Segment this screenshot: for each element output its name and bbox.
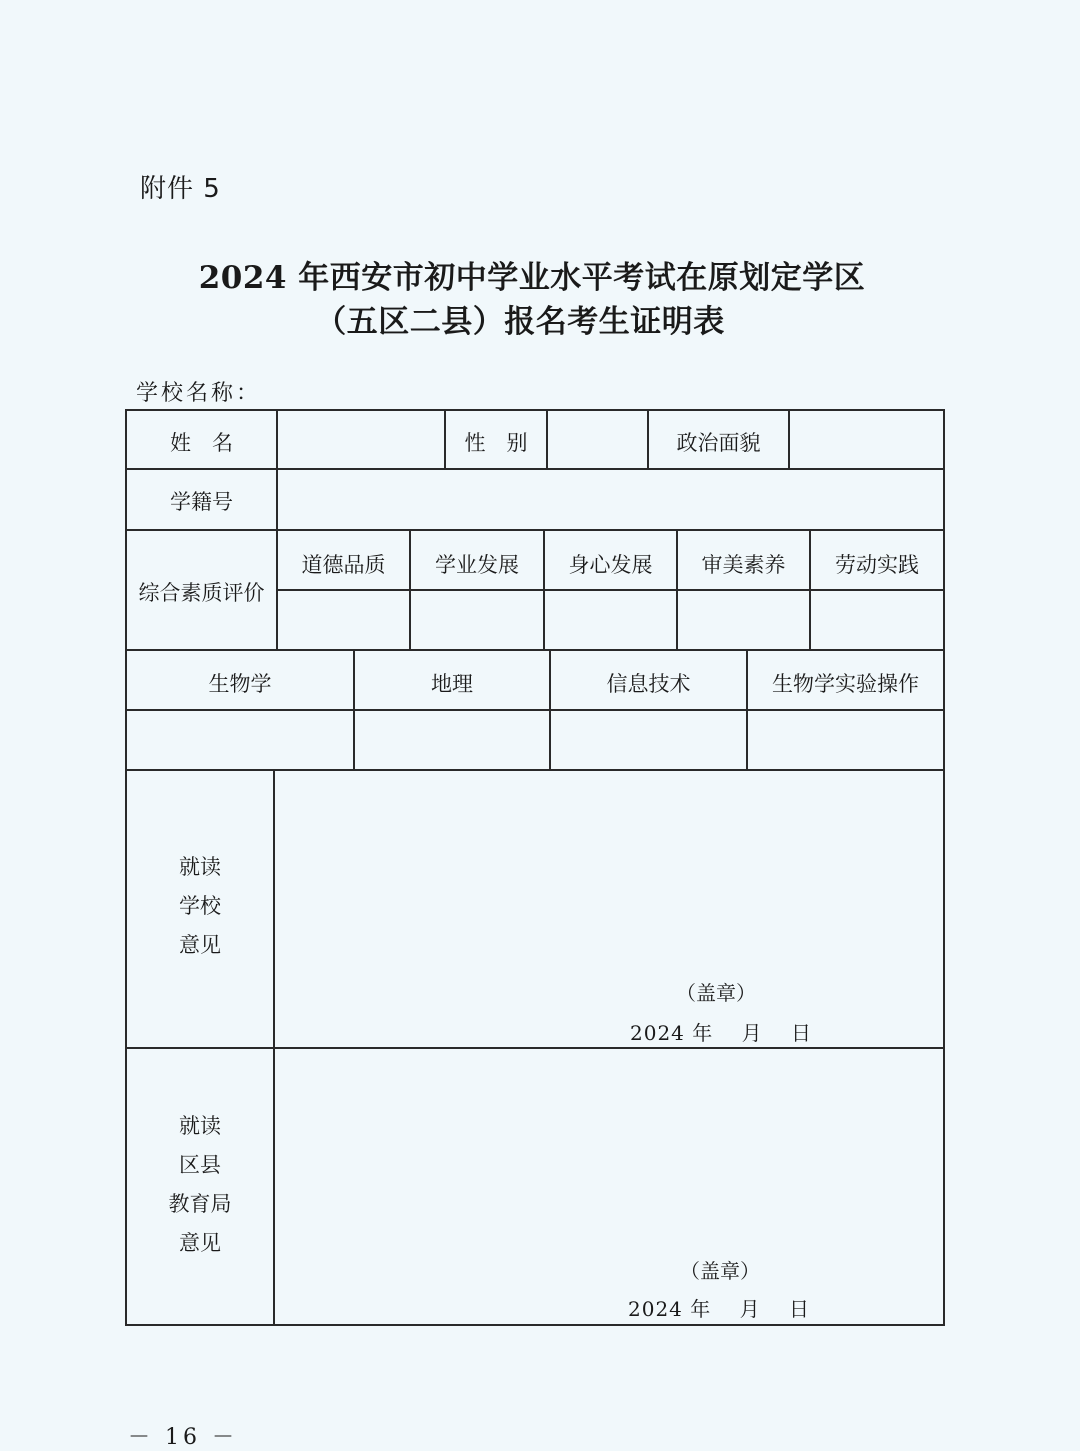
bureau-opinion-date: 2024 年 月 日 bbox=[628, 1297, 810, 1321]
evaluation-label: 综合素质评价 bbox=[138, 581, 265, 605]
school-seal-placeholder: （盖章） bbox=[676, 981, 756, 1005]
bureau-opinion-label-line: 教育局 bbox=[168, 1192, 232, 1216]
bureau-opinion-label-line: 区县 bbox=[179, 1153, 221, 1177]
school-opinion-label-line: 学校 bbox=[179, 894, 221, 918]
political-status-label: 政治面貌 bbox=[676, 431, 761, 455]
evaluation-item-aesthetic: 审美素养 bbox=[701, 553, 786, 577]
subject-biology: 生物学 bbox=[208, 672, 272, 696]
evaluation-item-academic: 学业发展 bbox=[435, 553, 519, 577]
gender-label: 性 别 bbox=[464, 431, 528, 455]
form-title-line2: （五区二县）报名考生证明表 bbox=[315, 304, 725, 340]
student-id-label: 学籍号 bbox=[170, 490, 233, 514]
subject-geography: 地理 bbox=[431, 672, 473, 696]
attachment-label: 附件 5 bbox=[140, 174, 221, 204]
bureau-opinion-label-line: 意见 bbox=[179, 1231, 221, 1255]
bureau-seal-placeholder: （盖章） bbox=[680, 1259, 760, 1283]
school-name-label: 学校名称： bbox=[136, 381, 262, 406]
school-opinion-label bbox=[126, 848, 274, 965]
bureau-opinion-label bbox=[126, 1107, 274, 1263]
subject-information-technology: 信息技术 bbox=[606, 672, 691, 696]
evaluation-item-labor: 劳动实践 bbox=[835, 553, 919, 577]
school-opinion-label-line: 意见 bbox=[179, 933, 221, 957]
subject-biology-experiment: 生物学实验操作 bbox=[772, 672, 919, 696]
school-opinion-date: 2024 年 月 日 bbox=[630, 1021, 812, 1045]
page-number: － 16 － bbox=[128, 1425, 238, 1450]
evaluation-item-morality: 道德品质 bbox=[301, 553, 386, 577]
school-opinion-label-line: 就读 bbox=[179, 855, 221, 879]
evaluation-item-health: 身心发展 bbox=[568, 553, 653, 577]
name-label: 姓 名 bbox=[170, 431, 233, 455]
bureau-opinion-label-line: 就读 bbox=[179, 1114, 221, 1138]
form-title-line1: 2024 年西安市初中学业水平考试在原划定学区 bbox=[198, 260, 866, 296]
